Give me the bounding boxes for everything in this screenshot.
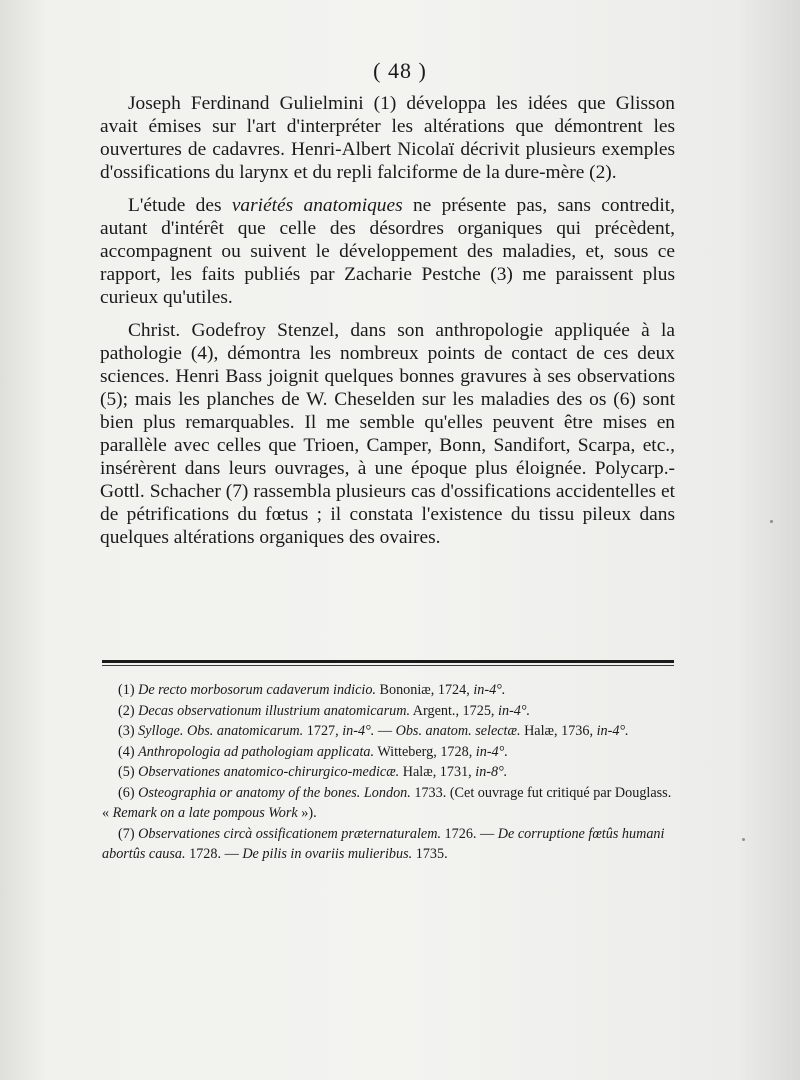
footnote-3-imprint-2: Halæ, 1736,	[520, 723, 597, 739]
footnote-1	[102, 680, 672, 701]
footnote-5-number: (5)	[118, 764, 139, 780]
footnote-6-title-2: Remark on a late pompous Work	[112, 805, 298, 821]
footnote-4-title: Anthropologia ad pathologiam applicata.	[138, 743, 375, 760]
footnote-3-format: in-4°.	[342, 723, 375, 739]
footnote-5-imprint: Halæ, 1731,	[399, 764, 476, 780]
footnote-3-format-2: in-4°.	[596, 723, 629, 739]
body-text	[100, 92, 675, 549]
footnote-7-title-2: De corruptione fœtûs humani abortûs causa.	[102, 825, 665, 862]
footnote-5-format: in-8°.	[475, 764, 508, 780]
footnote-2-format: in-4°.	[498, 702, 531, 719]
footnote-6-close: »).	[297, 805, 317, 821]
footnote-6-title: Osteographia or anatomy of the bones. London.	[138, 784, 411, 801]
paper-speck	[742, 838, 745, 841]
footnote-3-imprint: 1727,	[303, 723, 343, 739]
footnote-7-imprint-3: 1735.	[412, 846, 448, 862]
footnote-1-format: in-4°.	[473, 682, 506, 698]
footnote-7-title: Observationes circà ossificationem præternaturalem.	[138, 825, 441, 842]
footnote-3-title: Sylloge. Obs. anatomicarum.	[138, 723, 304, 739]
footnote-7-imprint-2: 1728. —	[185, 846, 243, 862]
footnote-2-title: Decas observationum illustrium anatomicarum.	[138, 702, 411, 719]
paragraph-2-end: ne présente pas, sans contredit, autant d'intérêt que celle des désordres organiques qui précèdent, accompagnent ou suivent le développement des maladies, et, sous ce rapport, les faits publiés par Zacharie Pestche (3) me paraissent plus curieux qu'utiles.	[100, 195, 676, 308]
paragraph-3: Christ. Godefroy Stenzel, dans son anthropologie appliquée à la pathologie (4), démontra les nombreux points de contact de ces deux sciences. Henri Bass joignit quelques bonnes gravures à ses observations (5); mais les planches de W. Cheselden sur les maladies des os (6) sont bien plus remarquables. Il me semble qu'elles peuvent être mises en parallèle avec celles que Trioen, Camper, Bonn, Sandifort, Scarpa, etc., insérèrent dans leurs ouvrages, à une époque plus éloignée. Polycarp.-Gottl. Schacher (7) rassembla plusieurs cas d'ossifications accidentelles et de pétrifications du fœtus ; il constata l'existence du tissu pileux dans quelques altérations organiques des ovaires.	[100, 320, 675, 548]
footnote-rule	[102, 660, 674, 663]
footnote-4	[102, 742, 672, 763]
footnote-7-number: (7)	[118, 825, 139, 842]
footnote-4-imprint: Witteberg, 1728,	[374, 743, 476, 760]
footnote-3	[102, 721, 672, 742]
footnote-5	[102, 762, 672, 783]
footnote-2-number: (2)	[118, 702, 139, 719]
footnote-1-title: De recto morbosorum cadaverum indicio.	[138, 682, 376, 698]
paper-speck	[770, 520, 773, 523]
paragraph-2-start: L'étude des	[128, 195, 232, 216]
footnote-4-number: (4)	[118, 743, 139, 760]
footnotes	[102, 680, 672, 865]
paragraph-2	[100, 194, 675, 309]
footnote-7-imprint: 1726. —	[441, 825, 498, 842]
footnote-6-imprint: 1733. (Cet ouvrage fut critiqué par Douglass. «	[102, 784, 672, 821]
paragraph-2-italic: variétés anatomiques	[231, 195, 403, 216]
footnote-4-format: in-4°.	[475, 743, 508, 760]
footnote-2-imprint: Argent., 1725,	[410, 702, 499, 719]
footnote-6	[102, 783, 672, 824]
footnote-5-title: Observationes anatomico-chirurgico-medicæ.	[138, 764, 400, 780]
footnote-3-number: (3)	[118, 723, 139, 739]
paragraph-1: Joseph Ferdinand Gulielmini (1) développa les idées que Glisson avait émises sur l'art d'interpréter les altérations que démontrent les ouvertures de cadavres. Henri-Albert Nicolaï décrivit plusieurs exemples d'ossifications du larynx et du repli falciforme de la dure-mère (2).	[100, 93, 675, 183]
footnote-6-number: (6)	[118, 784, 139, 801]
footnote-7	[102, 824, 672, 865]
footnote-3-dash: —	[374, 723, 396, 739]
footnote-3-title-2: Obs. anatom. selectæ.	[395, 723, 521, 739]
footnote-1-number: (1)	[118, 682, 139, 698]
footnote-2	[102, 701, 672, 722]
footnote-7-title-3: De pilis in ovariis mulieribus.	[242, 846, 413, 862]
footnote-1-imprint: Bononiæ, 1724,	[375, 682, 474, 698]
page-number: ( 48 )	[373, 58, 427, 83]
